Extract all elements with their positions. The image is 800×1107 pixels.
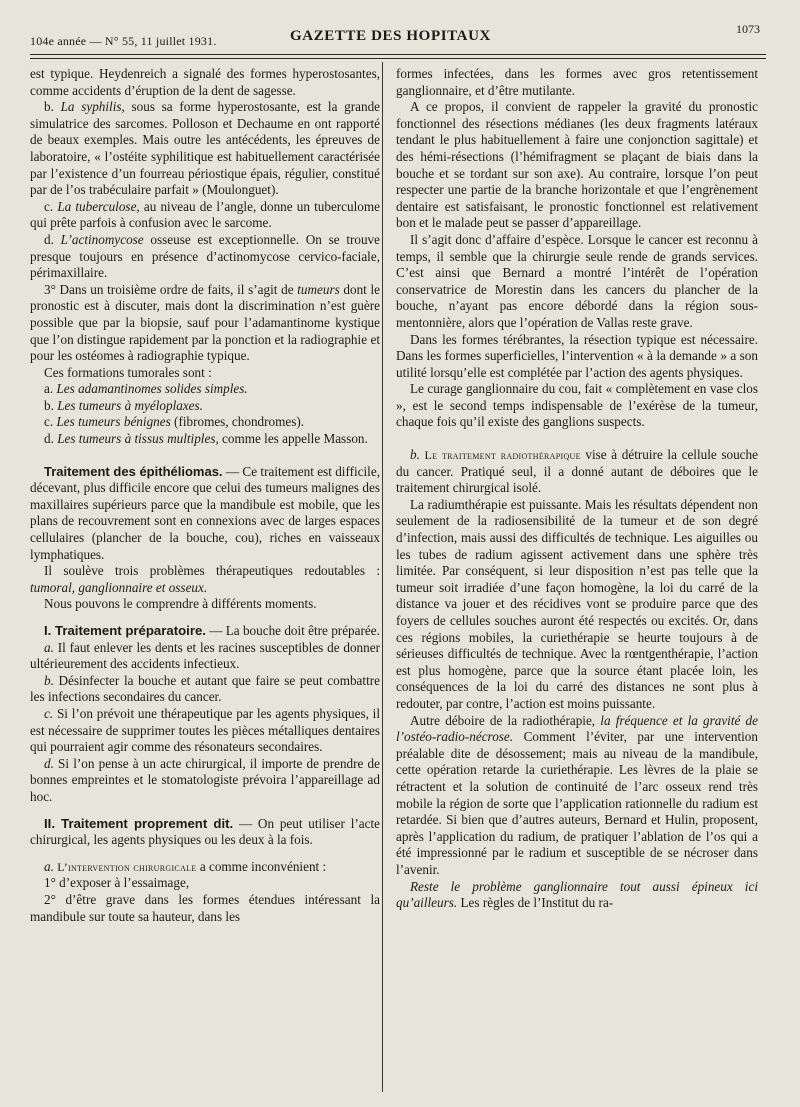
subsection-heading: I. Traitement préparatoire. bbox=[44, 623, 206, 638]
term: L’actinomycose bbox=[60, 231, 144, 247]
page-header bbox=[30, 18, 770, 52]
paragraph: La radiumthérapie est puissante. Mais les résultats dépendent non seulement de la radiosensibilité de la tumeur et de son degré d’infection, mais aussi des difficultés de technique. Les aiguilles ou les tubes de radium agissent activement dans une sphère très limitée. Par conséquent, si leur disposition n’est pas telle que la tumeur soit irradiée d’une façon homogène, la loi du carré de la distance va jouer et des récidives vont se produire parce que des foyers de cellules souches auront été respectés ou excités. Or, dans ces régions mobiles, la curiethérapie se heurte toujours à de sérieuses difficultés de technique. Avec la rœntgenthérapie, l’action est plus homogène, parce que la source étant placée loin, les conséquences de la loi du carré des distances ne sont plus à redouter, par contre, l’action est moins puissante. bbox=[396, 496, 758, 711]
small-caps-heading: L’intervention chirurgicale bbox=[57, 859, 197, 874]
paragraph-text: , comme les appelle Masson. bbox=[215, 431, 368, 447]
page-number: 1073 bbox=[736, 22, 760, 36]
paragraph: Nous pouvons le comprendre à différents moments. bbox=[44, 596, 317, 612]
item-label: a. bbox=[44, 639, 54, 655]
paragraph bbox=[30, 673, 380, 706]
paragraph: A ce propos, il convient de rappeler la gravité du pronostic fonctionnel des résections médianes (les deux fragments latéraux tendant le plus habituellement à faire une conjonction sagittale) et des hémi-résections (l’hémifragment se plaçant de biais dans la bouche et se tordant sur son axe). Au contraire, lorsque l’on peut respecter une partie de la branche horizontale et que l’engrènement dentaire est satisfaisant, le pronostic fonctionnel est relativement bon et le malade peut se passer d’appareillage. bbox=[396, 99, 758, 231]
paragraph-text: — Ce traitement est difficile, décevant, plus difficile encore que celui des tumeurs malignes des maxillaires supérieurs parce que la mandibule est mobile, que les plans de recouvrement sont en connexions avec de larges espaces cellulaires (plancher de la bouche, cou), riches en vaisseaux lymphatiques. bbox=[30, 463, 380, 562]
term: Les tumeurs bénignes bbox=[56, 414, 171, 430]
paragraph bbox=[30, 640, 380, 673]
list-item bbox=[30, 398, 380, 415]
subsection-heading: II. Traitement proprement dit. bbox=[44, 815, 234, 831]
term: La tuberculose bbox=[57, 198, 137, 214]
paragraph bbox=[30, 199, 380, 232]
term: la fréquence et la gravité de l’ostéo-radio-nécrose. bbox=[396, 712, 758, 745]
paragraph: formes infectées, dans les formes avec gros retentissement ganglionnaire, et d’être mutilante. bbox=[396, 66, 758, 98]
paragraph-text: a comme inconvénient : bbox=[196, 858, 327, 874]
paragraph-text: , au niveau de l’angle, donne un tuberculome qui prête parfois à confusion avec le sarcome. bbox=[30, 198, 380, 231]
paragraph-text: Comment l’éviter, par une intervention préalable dite de désossement; mais au niveau de la mandibule, cette opération retarde la curiethérapie. Les lèvres de la plaie se rétractent et la solution de continuité de l’arc osseux rend très mobile la région de sorte que l’application rationnelle du radium est retardée. Si bien que d’autres auteurs, Bernard et Hulin, proposent, après l’application du radium, de pratiquer l’ablation de l’os qui a été impressionné par le radium et susceptible de se nécroser dans l’avenir. bbox=[396, 729, 758, 877]
section-paragraph bbox=[30, 464, 380, 564]
item-label: a. bbox=[44, 858, 54, 874]
paragraph: 2° d’être grave dans les formes étendues intéressant la mandibule sur toute sa hauteur, dans les bbox=[30, 891, 380, 924]
header-rule-top bbox=[30, 54, 766, 55]
paragraph bbox=[30, 859, 380, 876]
subsection-paragraph bbox=[30, 816, 380, 849]
term: Reste le problème ganglionnaire tout aussi épineux ici qu’ailleurs. bbox=[396, 878, 758, 911]
paragraph-text: Autre déboire de la radiothérapie, bbox=[410, 712, 601, 728]
paragraph-text: 3° Dans un troisième ordre de faits, il s’agit de bbox=[44, 281, 298, 297]
paragraph: 1° d’exposer à l’essaimage, bbox=[44, 875, 190, 891]
header-rule-bottom bbox=[30, 58, 766, 59]
paragraph bbox=[30, 756, 380, 806]
item-label: b. bbox=[44, 99, 54, 115]
term: Les adamantinomes solides simples. bbox=[56, 381, 248, 397]
list-item bbox=[30, 381, 380, 398]
paragraph-text: — La bouche doit être préparée. bbox=[205, 623, 380, 638]
paragraph-text: osseuse est exceptionnelle. On se trouve presque toujours en présence d’actinomycose cervico-faciale, périmaxillaire. bbox=[30, 231, 381, 281]
subsection-paragraph bbox=[30, 623, 380, 640]
item-label: d. bbox=[44, 231, 54, 247]
item-label: d. bbox=[44, 755, 54, 771]
paragraph: Il s’agit donc d’affaire d’espèce. Lorsque le cancer est reconnu à temps, il semble que la chirurgie seule rende de grands services. C’est ainsi que Bernard a montré l’intérêt de l’opération conservatrice de Morestin dans les cancers du plancher de la bouche, n’ayant pas encore débordé dans la région sous-mentonnière, alors que l’opération de Vallas reste grave. bbox=[396, 231, 758, 330]
term: La syphilis bbox=[60, 99, 122, 115]
paragraph bbox=[30, 706, 380, 756]
paragraph-text: (fibromes, chondromes). bbox=[170, 414, 305, 430]
paragraph-text: Désinfecter la bouche et autant que faire se peut combattre les infections secondaires du cancer. bbox=[30, 672, 380, 705]
paragraph bbox=[396, 879, 758, 912]
paragraph bbox=[30, 99, 380, 199]
small-caps-heading: Le traitement radiothérapique bbox=[424, 448, 581, 463]
paragraph-text: Si l’on pense à un acte chirurgical, il importe de prendre de bonnes empreintes et le stomatologiste prévoira l’appareillage ad hoc. bbox=[30, 755, 380, 804]
paragraph: Ces formations tumorales sont : bbox=[44, 364, 212, 380]
paragraph bbox=[30, 282, 380, 365]
paragraph-text: vise à détruire la cellule souche du cancer. Pratiqué seul, il a donné autant de déboires que le traitement chirurgical isolé. bbox=[396, 447, 758, 496]
item-label: a. bbox=[44, 381, 54, 397]
term: Les tumeurs à tissus multiples bbox=[57, 431, 216, 447]
item-label: b. bbox=[410, 447, 420, 463]
list-item bbox=[30, 431, 380, 448]
paragraph bbox=[396, 447, 758, 497]
right-column bbox=[396, 66, 758, 912]
paragraph-text: Si l’on prévoit une thérapeutique par les agents physiques, il est nécessaire de supprimer toutes les pièces métalliques dentaires qui pourraient agir comme des résonateurs secondaires. bbox=[30, 705, 380, 755]
item-label: c. bbox=[44, 414, 54, 430]
paragraph-text: Il faut enlever les dents et les racines susceptibles de donner ultérieurement des accidents infectieux. bbox=[30, 639, 380, 672]
paragraph bbox=[30, 563, 380, 596]
term: Les tumeurs à myéloplaxes. bbox=[57, 397, 203, 413]
left-column bbox=[30, 66, 380, 925]
paragraph: Dans les formes térébrantes, la résection typique est nécessaire. Dans les formes superficielles, l’intervention « à la demande » a son utilité lorsqu’elle est complétée par l’action des agents physiques. bbox=[396, 331, 758, 380]
item-label: b. bbox=[44, 397, 54, 413]
paragraph-text: — On peut utiliser l’acte chirurgical, les agents physiques ou les deux à la fois. bbox=[30, 815, 380, 848]
paragraph bbox=[30, 232, 380, 282]
issue-info: 104e année — N° 55, 11 juillet 1931. bbox=[30, 34, 217, 48]
paragraph-text: , sous sa forme hyperostosante, est la grande simulatrice des sarcomes. Polloson et Dechaume en ont rapporté de beaux exemples. Mais outre les antécédents, les épreuves de laboratoire, « l’ostéite syphilitique est habituellement caractérisée par l’existence d’un fourreau périostique épais, régulier, constitué par de l’os trabéculaire parfait » (Moulonguet). bbox=[30, 99, 381, 198]
term: tumeurs bbox=[297, 281, 340, 297]
paragraph: Le curage ganglionnaire du cou, fait « complètement en vase clos », est le second temps indispensable de l’exérèse de la tumeur, chaque fois qu’il existe des ganglions suspects. bbox=[396, 381, 758, 430]
item-label: c. bbox=[44, 198, 54, 214]
section-heading: Traitement des épithéliomas. bbox=[44, 463, 223, 479]
paragraph-text: dont le pronostic est à discuter, mais dont la discrimination n’est guère possible que par la biopsie, sauf pour l’adamantinome kystique que l’on distingue rapidement par la ponction et la radiographie et pour les ostéomes à radiographie typique. bbox=[30, 281, 381, 364]
journal-title: GAZETTE DES HOPITAUX bbox=[290, 28, 491, 44]
item-label: d. bbox=[44, 431, 54, 447]
term: tumoral, ganglionnaire et osseux. bbox=[30, 579, 208, 595]
paragraph-text: Les règles de l’Institut du ra- bbox=[457, 895, 614, 911]
list-item bbox=[30, 414, 380, 431]
column-divider bbox=[382, 62, 383, 1092]
paragraph bbox=[396, 713, 758, 879]
paragraph: est typique. Heydenreich a signalé des formes hyperostosantes, comme accidents d’éruption de la dent de sagesse. bbox=[30, 66, 380, 98]
item-label: c. bbox=[44, 705, 54, 721]
item-label: b. bbox=[44, 672, 54, 688]
paragraph-text: Il soulève trois problèmes thérapeutiques redoutables : bbox=[44, 563, 380, 579]
